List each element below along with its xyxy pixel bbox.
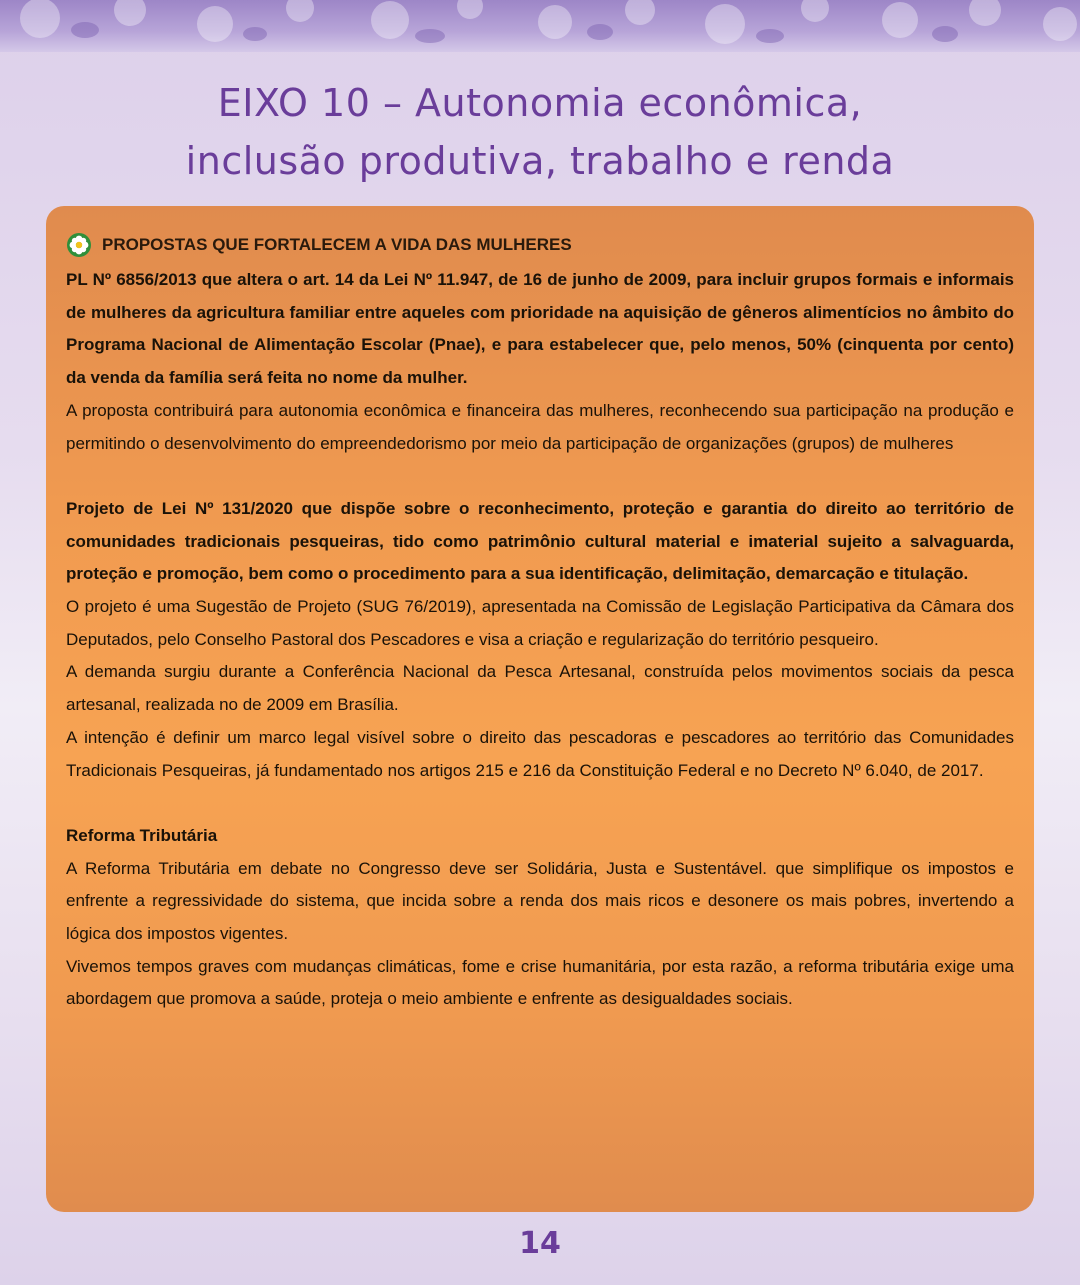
title-line-2: inclusão produtiva, trabalho e renda <box>185 139 895 183</box>
page-number: 14 <box>519 1226 561 1261</box>
title-line-1: EIXO 10 – Autonomia econômica, <box>217 81 863 125</box>
section-heading-text: PROPOSTAS QUE FORTALECEM A VIDA DAS MULHERES <box>102 235 572 254</box>
reforma-heading: Reforma Tributária <box>66 825 218 845</box>
pl-131-heading: Projeto de Lei Nº 131/2020 que dispõe sobre o reconhecimento, proteção e garantia do direito ao território de comunidades tradicionais pesqueiras, tido como patrimônio cultural material e imaterial sujeito a salvaguarda, proteção e promoção, bem como o procedimento para a sua identificação, delimitação, demarcação e titulação. <box>66 498 1014 584</box>
pl-131-paragraph-3: A intenção é definir um marco legal visível sobre o direito das pescadoras e pescadores ao território das Comunidades Tradicionais Pesqueiras, já fundamentado nos artigos 215 e 216 da Constituição Federal e no Decreto Nº 6.040, de 2017. <box>66 727 1014 780</box>
floral-pattern-icon <box>0 0 1080 52</box>
section-heading <box>66 232 1014 258</box>
floral-header-banner <box>0 0 1080 52</box>
pl-131-paragraph-2: A demanda surgiu durante a Conferência Nacional da Pesca Artesanal, construída pelos movimentos sociais da pesca artesanal, realizada no de 2009 em Brasília. <box>66 662 1014 715</box>
pl-6856-heading: PL Nº 6856/2013 que altera o art. 14 da Lei Nº 11.947, de 16 de junho de 2009, para incluir grupos formais e informais de mulheres da agricultura familiar entre aqueles com prioridade na aquisição de gêneros alimentícios no âmbito do Programa Nacional de Alimentação Escolar (Pnae), e para estabelecer que, pelo menos, 50% (cinquenta por cento) da venda da família será feita no nome da mulher. <box>66 270 1014 388</box>
content-box <box>46 206 1034 1212</box>
page-title <box>0 74 1080 190</box>
pl-6856-paragraph: A proposta contribuirá para autonomia econômica e financeira das mulheres, reconhecendo sua participação na produção e permitindo o desenvolvimento do empreendedorismo por meio da participação de organizações (grupos) de mulheres <box>66 400 1014 453</box>
spacer <box>66 460 1014 493</box>
reforma-paragraph-2: Vivemos tempos graves com mudanças climáticas, fome e crise humanitária, por esta razão, a reforma tributária exige uma abordagem que promova a saúde, proteja o meio ambiente e enfrente as desigualdades sociais. <box>66 956 1014 1009</box>
flower-icon <box>66 232 92 258</box>
pl-131-paragraph-1: O projeto é uma Sugestão de Projeto (SUG 76/2019), apresentada na Comissão de Legislação Participativa da Câmara dos Deputados, pelo Conselho Pastoral dos Pescadores e visa a criação e regularização do território pesqueiro. <box>66 597 1014 649</box>
reforma-paragraph-1: A Reforma Tributária em debate no Congresso deve ser Solidária, Justa e Sustentável. que simplifique os impostos e enfrente a regressividade do sistema, que incida sobre a renda dos mais ricos e desonere os mais pobres, invertendo a lógica dos impostos vigentes. <box>66 858 1014 944</box>
spacer <box>66 787 1014 820</box>
